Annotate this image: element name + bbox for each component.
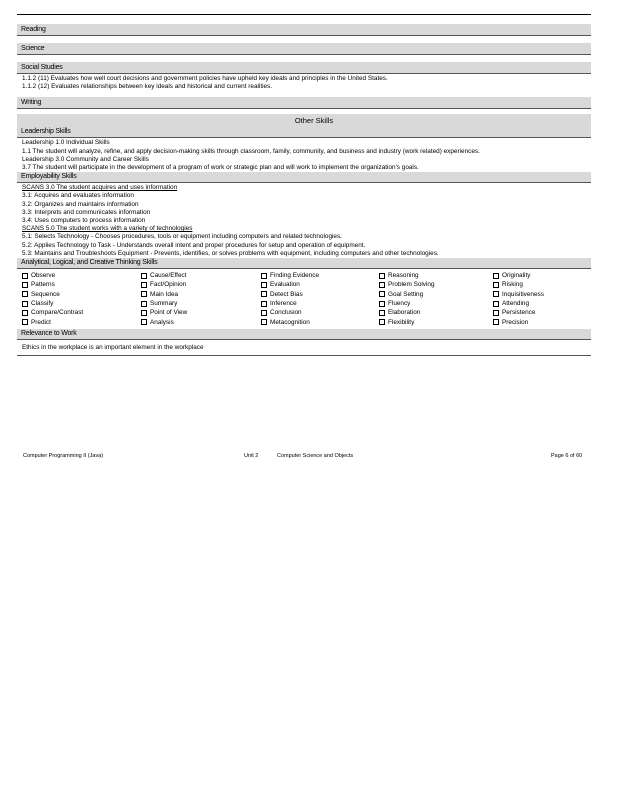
checklist-column <box>379 271 493 327</box>
checklist-item-precision[interactable]: Precision <box>493 318 593 327</box>
checklist-item-classify[interactable]: Classify <box>22 299 141 308</box>
section-header-social-studies: Social Studies <box>17 62 591 74</box>
checkbox[interactable] <box>493 310 499 316</box>
leadership-content <box>17 138 591 172</box>
checkbox[interactable] <box>493 273 499 279</box>
checklist-item-reasoning[interactable]: Reasoning <box>379 271 493 280</box>
checkbox[interactable] <box>141 319 147 325</box>
checklist-item-metacognition[interactable]: Metacognition <box>261 318 379 327</box>
checklist-item-persistence[interactable]: Persistence <box>493 308 593 317</box>
checklist-item-observe[interactable]: Observe <box>22 271 141 280</box>
checklist-item-detect-bias[interactable]: Detect Bias <box>261 290 379 299</box>
checkbox[interactable] <box>22 319 28 325</box>
checklist-item-compare-contrast[interactable]: Compare/Contrast <box>22 308 141 317</box>
employability-item: 3.3: Interprets and communicates information <box>22 208 151 216</box>
checklist-item-summary[interactable]: Summary <box>141 299 261 308</box>
leadership-item: Leadership 3.0 Community and Career Skills <box>22 155 149 163</box>
section-header-leadership: Leadership Skills <box>17 127 591 138</box>
checklist-column <box>493 271 593 327</box>
section-header-writing: Writing <box>17 97 591 109</box>
social-studies-content <box>17 74 591 97</box>
checkbox[interactable] <box>22 310 28 316</box>
social-studies-item: 1.1.2 (11) Evaluates how well court decisions and government policies have upheld key ideals and principles in the United States. <box>22 75 388 82</box>
checklist-item-main-idea[interactable]: Main Idea <box>141 290 261 299</box>
leadership-item: 1.1 The student will analyze, refine, and apply decision-making skills through classroom, family, community, and business and industry (work related) experiences. <box>22 147 480 155</box>
section-header-reading: Reading <box>17 24 591 36</box>
section-header-relevance: Relevance to Work <box>17 329 591 340</box>
checklist-item-sequence[interactable]: Sequence <box>22 290 141 299</box>
checklist-item-originality[interactable]: Originality <box>493 271 593 280</box>
checklist-item-predict[interactable]: Predict <box>22 318 141 327</box>
checkbox[interactable] <box>22 301 28 307</box>
checklist-item-cause-effect[interactable]: Cause/Effect <box>141 271 261 280</box>
section-header-employability: Employability Skills <box>17 172 591 183</box>
checkbox[interactable] <box>261 282 267 288</box>
checklist-column <box>22 271 141 327</box>
employability-item: 3.1: Acquires and evaluates information <box>22 192 134 200</box>
checkbox[interactable] <box>379 310 385 316</box>
checkbox[interactable] <box>493 301 499 307</box>
checkbox[interactable] <box>141 291 147 297</box>
employability-item: SCANS 5.0 The student works with a variety of technologies <box>22 225 193 233</box>
checklist-item-fact-opinion[interactable]: Fact/Opinion <box>141 280 261 289</box>
document-page <box>17 14 591 356</box>
checkbox[interactable] <box>261 319 267 325</box>
employability-content <box>17 183 591 258</box>
checkbox[interactable] <box>261 301 267 307</box>
checklist-column <box>261 271 379 327</box>
checklist-item-problem-solving[interactable]: Problem Solving <box>379 280 493 289</box>
checkbox[interactable] <box>22 273 28 279</box>
checkbox[interactable] <box>379 301 385 307</box>
relevance-content <box>17 340 591 355</box>
checkbox[interactable] <box>261 310 267 316</box>
employability-item: SCANS 3.0 The student acquires and uses information <box>22 184 178 192</box>
employability-item: 3.2: Organizes and maintains information <box>22 200 139 208</box>
checklist-item-risking[interactable]: Risking <box>493 280 593 289</box>
checklist-item-finding-evidence[interactable]: Finding Evidence <box>261 271 379 280</box>
checkbox[interactable] <box>379 282 385 288</box>
checkbox[interactable] <box>141 310 147 316</box>
section-header-thinking-skills: Analytical, Logical, and Creative Thinking Skills <box>17 258 591 269</box>
checklist-item-inference[interactable]: Inference <box>261 299 379 308</box>
social-studies-item: 1.1.2 (12) Evaluates relationships between key ideals and historical and current realities. <box>22 83 273 91</box>
footer-course: Computer Programming II (Java) <box>23 453 104 459</box>
checklist-item-attending[interactable]: Attending <box>493 299 593 308</box>
checklist-item-elaboration[interactable]: Elaboration <box>379 308 493 317</box>
employability-item: 5.2: Applies Technology to Task - Understands overall intent and proper procedures for setup and operation of equipment. <box>22 241 366 249</box>
checkbox[interactable] <box>379 319 385 325</box>
checkbox[interactable] <box>379 273 385 279</box>
footer-page-number: Page 6 of 60 <box>551 453 583 459</box>
checkbox[interactable] <box>141 282 147 288</box>
employability-item: 5.3: Maintains and Troubleshoots Equipment - Prevents, identifies, or solves problems with equipment, including computers and other technologies. <box>22 249 439 257</box>
checkbox[interactable] <box>22 291 28 297</box>
checklist-column <box>141 271 261 327</box>
checkbox[interactable] <box>493 282 499 288</box>
checkbox[interactable] <box>141 301 147 307</box>
checklist-item-inquisitiveness[interactable]: Inquisitiveness <box>493 290 593 299</box>
leadership-item: Leadership 1.0 Individual Skills <box>22 139 110 147</box>
footer-unit: Unit 2 <box>244 453 259 459</box>
checkbox[interactable] <box>261 291 267 297</box>
checklist-item-patterns[interactable]: Patterns <box>22 280 141 289</box>
employability-item: 5.1: Selects Technology - Chooses procedures, tools or equipment including computers and related technologies. <box>22 233 342 241</box>
footer-unit-title: Computer Science and Objects <box>277 453 354 459</box>
checklist-item-conclusion[interactable]: Conclusion <box>261 308 379 317</box>
checkbox[interactable] <box>22 282 28 288</box>
checklist-item-analysis[interactable]: Analysis <box>141 318 261 327</box>
bottom-rule <box>17 355 591 356</box>
employability-item: 3.4: Uses computers to process information <box>22 217 146 225</box>
thinking-skills-checklist <box>17 269 591 329</box>
checklist-item-point-of-view[interactable]: Point of View <box>141 308 261 317</box>
checklist-item-flexibility[interactable]: Flexibility <box>379 318 493 327</box>
checkbox[interactable] <box>379 291 385 297</box>
section-header-science: Science <box>17 43 591 55</box>
leadership-item: 3.7 The student will participate in the development of a program of work or strategic plan and will work to implement the organization's goals. <box>22 164 419 172</box>
checkbox[interactable] <box>261 273 267 279</box>
relevance-text: Ethics in the workplace is an important element in the workplace <box>22 343 204 351</box>
other-skills-title: Other Skills <box>17 114 591 127</box>
checklist-item-goal-setting[interactable]: Goal Setting <box>379 290 493 299</box>
checkbox[interactable] <box>493 291 499 297</box>
checklist-item-fluency[interactable]: Fluency <box>379 299 493 308</box>
checklist-item-evaluation[interactable]: Evaluation <box>261 280 379 289</box>
checkbox[interactable] <box>141 273 147 279</box>
checkbox[interactable] <box>493 319 499 325</box>
